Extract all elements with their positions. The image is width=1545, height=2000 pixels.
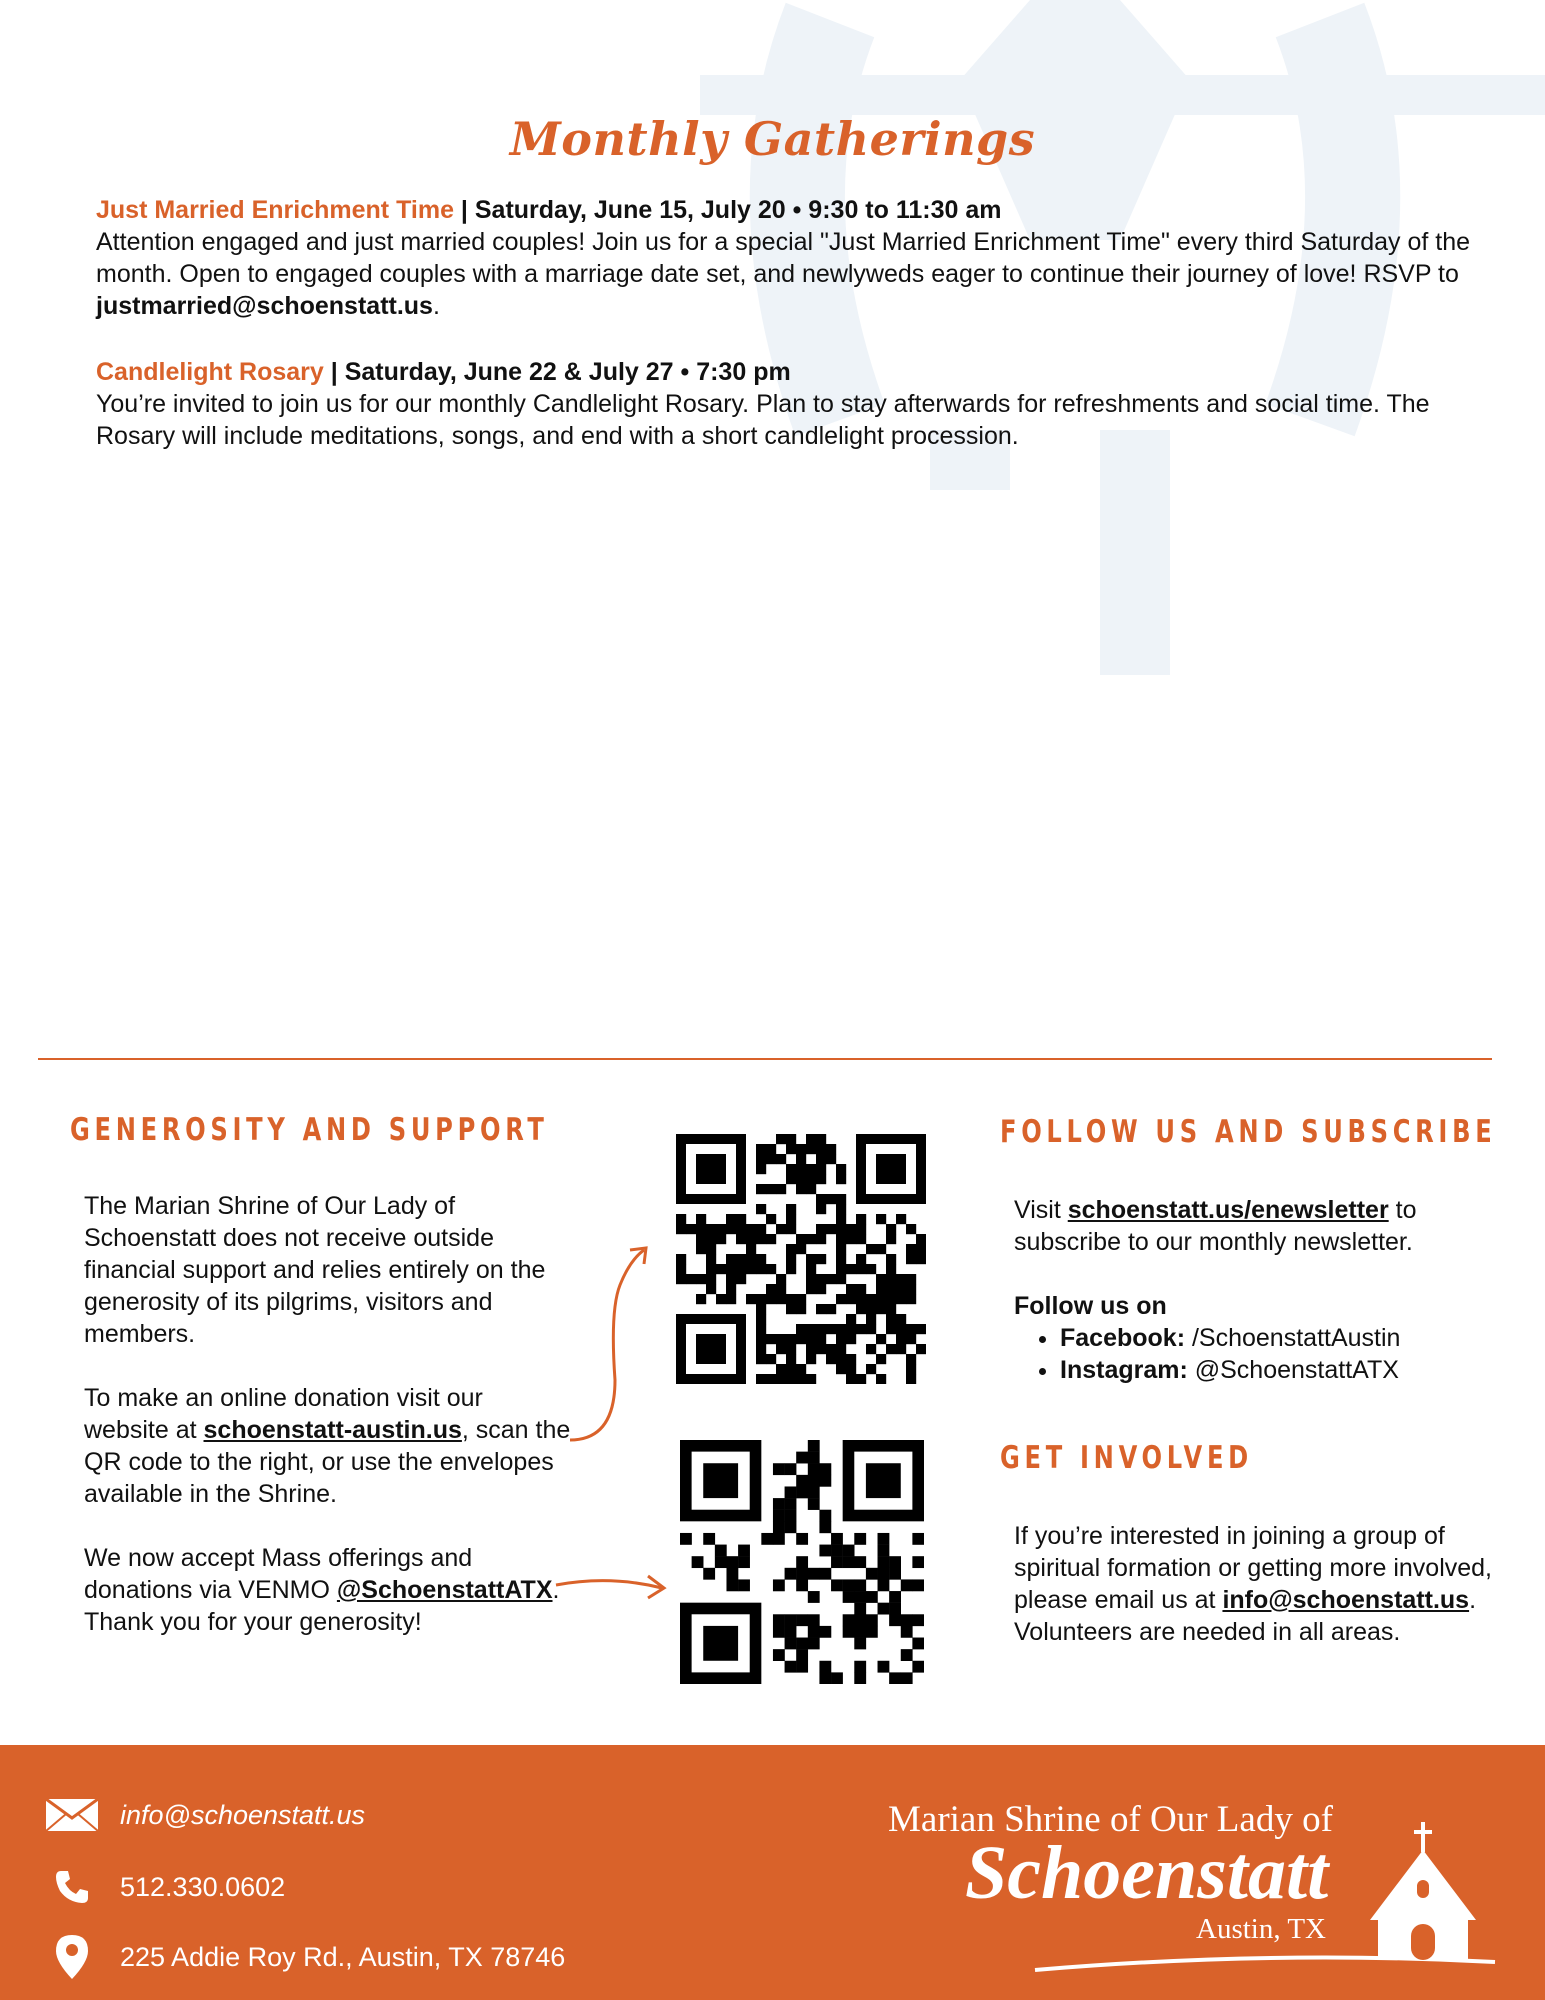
section-divider <box>38 1058 1492 1060</box>
follow-label: Follow us on <box>1014 1292 1167 1320</box>
footer-email-row[interactable] <box>44 1795 365 1835</box>
event-description: You’re invited to join us for our monthly Candlelight Rosary. Plan to stay afterwards for refreshments and social time. The Rosary will include meditations, songs, and end with a short candlelight procession. <box>96 390 1430 450</box>
generosity-text <box>84 1190 574 1670</box>
involved-heading: GET INVOLVED <box>1000 1440 1253 1476</box>
social-facebook[interactable]: • Facebook: /SchoenstattAustin <box>1060 1322 1494 1354</box>
follow-text <box>1014 1194 1494 1386</box>
event-candlelight-rosary <box>96 356 1476 452</box>
donation-website-link[interactable]: schoenstatt-austin.us <box>203 1416 462 1444</box>
event-name: Candlelight Rosary <box>96 358 324 386</box>
footer-phone-row[interactable] <box>44 1867 285 1907</box>
curved-arrow-icon <box>570 1250 644 1440</box>
donation-qr-code[interactable] <box>676 1134 926 1384</box>
watermark-emblem <box>700 0 1545 700</box>
venmo-link[interactable]: @SchoenstattATX <box>336 1576 553 1604</box>
follow-heading: FOLLOW US AND SUBSCRIBE <box>1000 1114 1497 1150</box>
logo-location: Austin, TX <box>1196 1913 1326 1945</box>
footer-address[interactable]: 225 Addie Roy Rd., Austin, TX 78746 <box>120 1941 566 1972</box>
arrow-icons <box>540 1230 680 1610</box>
generosity-p1: The Marian Shrine of Our Lady of Schoenstatt does not receive outside financial support and relies entirely on the generosity of its pilgrims, visitors and members. <box>84 1192 546 1348</box>
event-name: Just Married Enrichment Time <box>96 196 454 224</box>
footer-address-row[interactable] <box>44 1937 565 1977</box>
involved-text: If you’re interested in joining a group of spiritual formation or getting more involved, please email us at info@schoenstatt.us. Volunteers are needed in all areas. <box>1014 1522 1493 1646</box>
phone-icon <box>44 1867 100 1907</box>
event-separator: | <box>323 358 345 386</box>
footer-email[interactable]: info@schoenstatt.us <box>120 1799 366 1830</box>
rsvp-email-link[interactable]: justmarried@schoenstatt.us <box>96 292 433 320</box>
info-email-link[interactable]: info@schoenstatt.us <box>1222 1586 1470 1614</box>
event-description: Attention engaged and just married couples! Join us for a special "Just Married Enrichment Time" every third Saturday of the month. Open to engaged couples with a marriage date set, and newlyweds eager to continue their journey of love! RSVP to justmarried@schoenstatt.us. <box>96 228 1470 320</box>
event-schedule: Saturday, June 15, July 20 • 9:30 to 11:30 am <box>474 196 1002 224</box>
logo-line1: Marian Shrine of Our Lady of <box>888 1799 1333 1840</box>
social-list <box>1014 1322 1494 1386</box>
social-instagram[interactable]: • Instagram: @SchoenstattATX <box>1060 1354 1494 1386</box>
generosity-heading: GENEROSITY AND SUPPORT <box>70 1112 549 1148</box>
chapel-icon <box>1030 1820 1500 1980</box>
envelope-icon <box>44 1795 100 1835</box>
location-pin-icon <box>44 1937 100 1977</box>
event-separator: | <box>453 196 475 224</box>
newsletter-link[interactable]: schoenstatt.us/enewsletter <box>1067 1196 1389 1224</box>
footer-phone[interactable]: 512.330.0602 <box>120 1871 286 1902</box>
newsletter-text: Visit schoenstatt.us/enewsletter to subscribe to our monthly newsletter. <box>1014 1196 1417 1256</box>
straight-arrow-icon <box>556 1581 662 1588</box>
generosity-p2: To make an online donation visit our website at schoenstatt-austin.us, scan the QR code to the right, or use the envelopes available in the Shrine. <box>84 1384 571 1508</box>
logo-name: Schoenstatt <box>965 1831 1329 1915</box>
venmo-qr-code[interactable] <box>680 1440 924 1684</box>
event-just-married <box>96 194 1476 322</box>
event-schedule: Saturday, June 22 & July 27 • 7:30 pm <box>344 358 791 386</box>
generosity-p3: We now accept Mass offerings and donations via VENMO @SchoenstattATX. Thank you for your generosity! <box>84 1544 560 1636</box>
page-title: Monthly Gatherings <box>509 112 1036 166</box>
